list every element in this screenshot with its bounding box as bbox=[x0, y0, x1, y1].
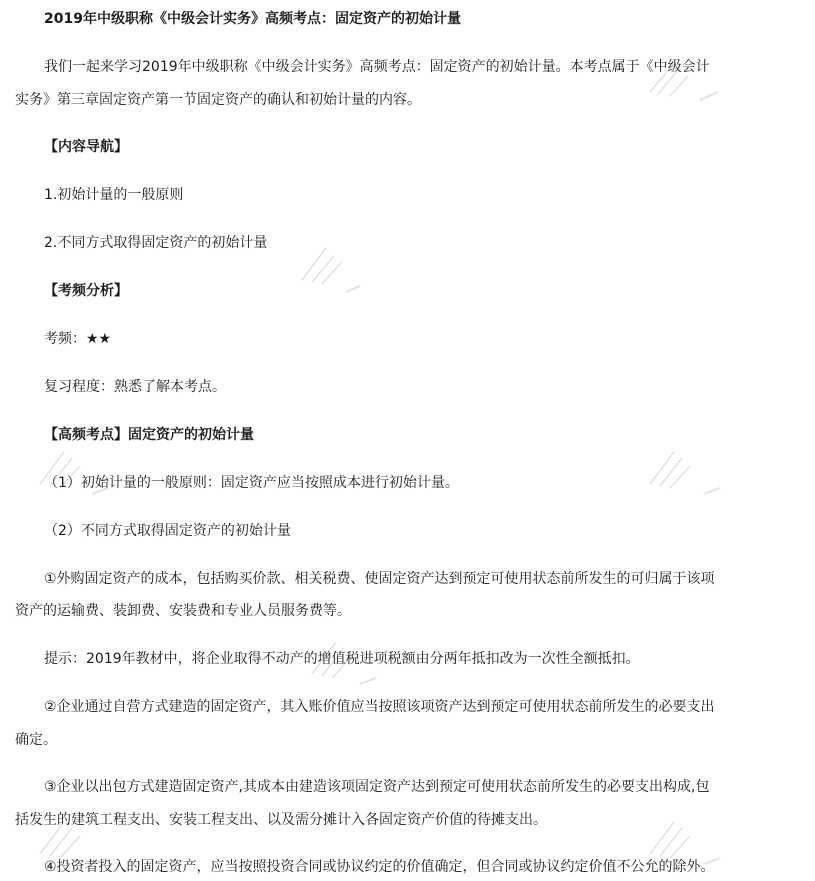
tip-text: 提示：2019年教材中，将企业取得不动产的增值税进项税额由分两年抵扣改为一次性全额抵扣。 bbox=[44, 651, 640, 667]
point-p1: （1）初始计量的一般原则：固定资产应当按照成本进行初始计量。 bbox=[44, 475, 459, 491]
intro-line-2: 实务》第三章固定资产第一节固定资产的确认和初始计量的内容。 bbox=[15, 92, 421, 108]
nav-item-2: 2.不同方式取得固定资产的初始计量 bbox=[44, 235, 268, 251]
intro-line-1: 我们一起来学习2019年中级职称《中级会计实务》高频考点：固定资产的初始计量。本考点属于《中级会计 bbox=[44, 59, 710, 75]
clause-4-line-1: ④投资者投入的固定资产，应当按照投资合同或协议约定的价值确定，但合同或协议约定价值不公允的除外。 bbox=[44, 859, 715, 875]
page-title: 2019年中级职称《中级会计实务》高频考点：固定资产的初始计量 bbox=[44, 11, 461, 27]
point-heading: 【高频考点】固定资产的初始计量 bbox=[44, 427, 254, 443]
analysis-heading: 【考频分析】 bbox=[44, 283, 128, 299]
clause-2-line-2: 确定。 bbox=[15, 732, 57, 748]
nav-item-1: 1.初始计量的一般原则 bbox=[44, 187, 184, 203]
frequency-text: 考频：★★ bbox=[44, 331, 112, 347]
nav-heading: 【内容导航】 bbox=[44, 139, 128, 155]
review-text: 复习程度：熟悉了解本考点。 bbox=[44, 379, 226, 395]
clause-2-line-1: ②企业通过自营方式建造的固定资产，其入账价值应当按照该项资产达到预定可使用状态前所发生的必要支出 bbox=[44, 699, 715, 715]
clause-1-line-2: 资产的运输费、装卸费、安装费和专业人员服务费等。 bbox=[15, 603, 351, 619]
watermark-icon bbox=[640, 52, 730, 112]
watermark-icon bbox=[640, 810, 730, 870]
watermark-icon bbox=[30, 810, 120, 870]
clause-1-line-1: ①外购固定资产的成本，包括购买价款、相关税费、使固定资产达到预定可使用状态前所发生的可归属于该项 bbox=[44, 571, 715, 587]
watermark-icon bbox=[30, 440, 120, 500]
clause-3-line-1: ③企业以出包方式建造固定资产,其成本由建造该项固定资产达到预定可使用状态前所发生的必要支出构成,包 bbox=[44, 779, 710, 795]
clause-3-line-2: 括发生的建筑工程支出、安装工程支出、以及需分摊计入各固定资产价值的待摊支出。 bbox=[15, 812, 547, 828]
watermark-icon bbox=[300, 630, 390, 690]
watermark-icon bbox=[290, 238, 380, 298]
point-p2: （2）不同方式取得固定资产的初始计量 bbox=[44, 523, 291, 539]
watermark-icon bbox=[640, 440, 730, 500]
